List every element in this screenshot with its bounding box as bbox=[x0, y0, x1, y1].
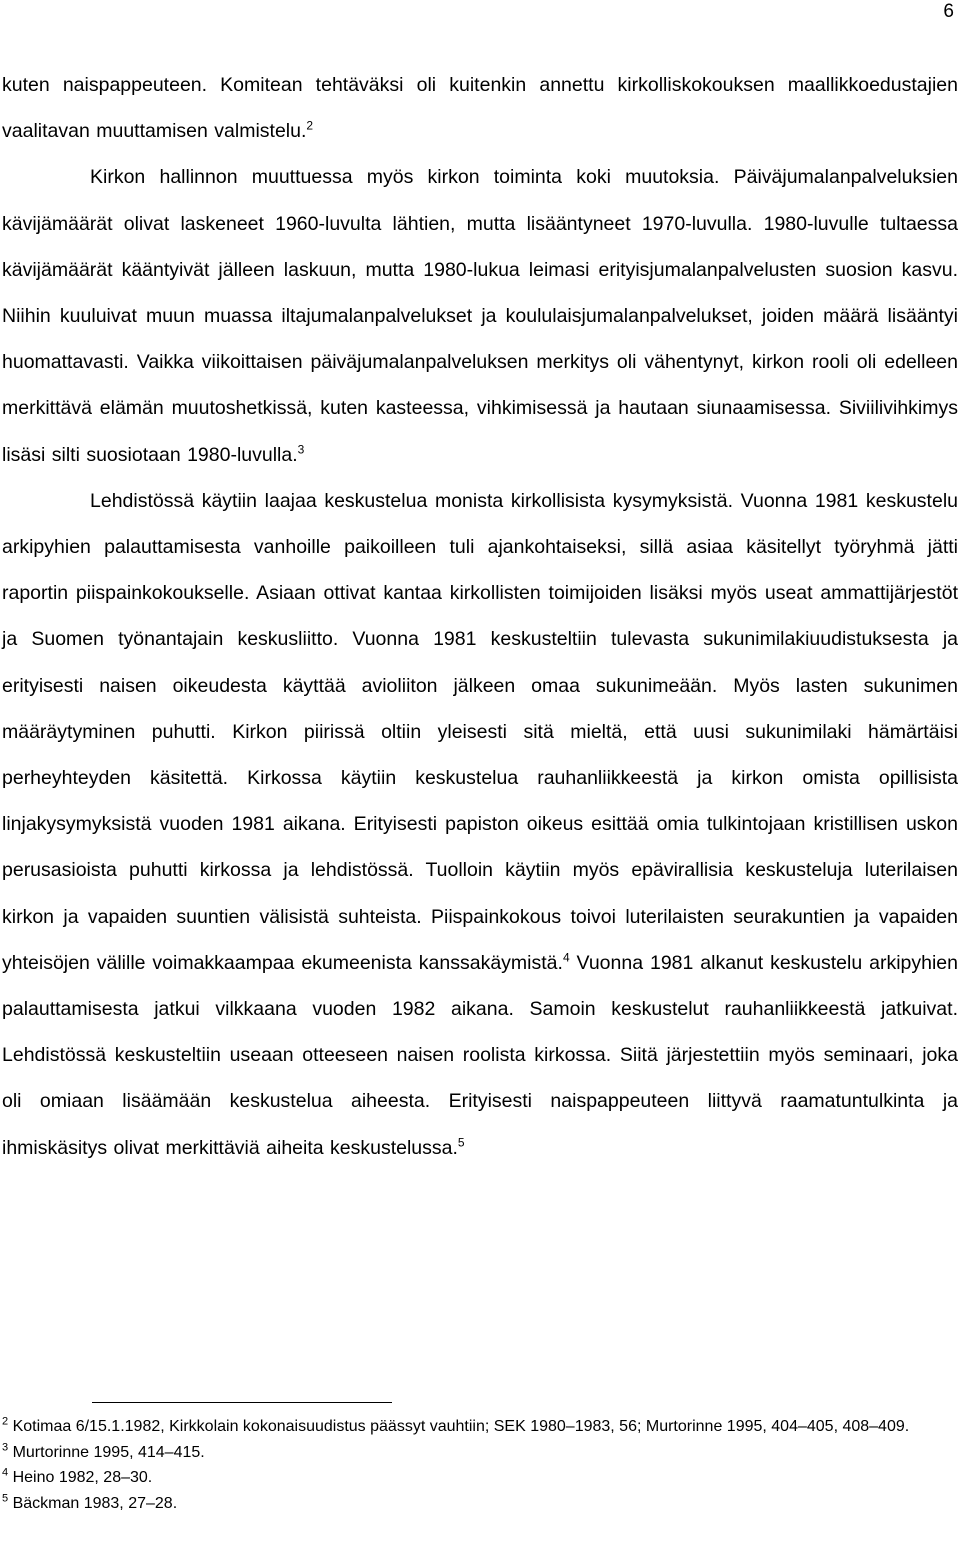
paragraph-text: Kirkon hallinnon muuttuessa myös kirkon toiminta koki muutoksia. Päiväjumalanpalveluksien kävijämäärät olivat laskeneet 1960-luvulta lähtien, mutta lisääntyneet 1970-luvulla. 1980-luvulle tultaessa kävijämäärät kääntyivät jälleen laskuun, mutta 1980-lukua leimasi erityisjumalanpalvelusten suosion kasvu. Niihin kuuluivat muun muassa iltajumalanpalvelukset ja koululaisjumalanpalvelukset, joiden määrä lisääntyi huomattavasti. Vaikka viikoittaisen päiväjumalanpalveluksen merkitys oli vähentynyt, kirkon rooli oli edelleen merkittävä elämän muutoshetkissä, kuten kasteessa, vihkimisessä ja hautaan siunaamisessa. Siviilivihkimys lisäsi silti suosiotaan 1980-luvulla. bbox=[2, 166, 958, 466]
footnote-text: Kotimaa 6/15.1.1982, Kirkkolain kokonaisuudistus päässyt vauhtiin; SEK 1980–1983, 56; Murtorinne 1995, 404–405, 408–409. bbox=[8, 1418, 910, 1435]
paragraph bbox=[2, 154, 958, 477]
footnote-reference: 4 bbox=[562, 950, 570, 965]
paragraph-text: Lehdistössä käytiin laajaa keskustelua monista kirkollisista kysymyksistä. Vuonna 1981 keskustelu arkipyhien palauttamisesta vanhoille paikoilleen tuli ajankohtaiseksi, sillä asiaa käsitellyt työryhmä jätti raportin piispainkokoukselle. Asiaan ottivat kantaa kirkollisten toimijoiden lisäksi myös useat ammattijärjestöt ja Suomen työnantajain keskusliitto. Vuonna 1981 keskusteltiin tulevasta sukunimilakiuudistuksesta ja erityisesti naisen oikeudesta käyttää avioliiton jälkeen omaa sukunimeään. Myös lasten sukunimen määräytyminen puhutti. Kirkon piirissä oltiin yleisesti sitä mieltä, että uusi sukunimilaki hämärtäisi perheyhteyden käsitettä. Kirkossa käytiin keskustelua rauhanliikkeestä ja kirkon omista opillisista linjakysymyksistä vuoden 1981 aikana. Erityisesti papiston oikeus esittää omia tulkintojaan kristillisen uskon perusasioista puhutti kirkossa ja lehdistössä. Tuolloin käytiin myös epävirallisia keskusteluja luterilaisen kirkon ja vapaiden suuntien välisistä suhteista. Piispainkokous toivoi luterilaisten seurakuntien ja vapaiden yhteisöjen välille voimakkaampaa ekumeenista kanssakäymistä. bbox=[2, 489, 958, 974]
footnote bbox=[2, 1414, 958, 1440]
footnote-number: 3 bbox=[2, 1441, 9, 1454]
footnote bbox=[2, 1440, 958, 1466]
footnote-reference: 3 bbox=[297, 442, 305, 457]
footnote-separator bbox=[92, 1402, 392, 1403]
footnote-number: 2 bbox=[2, 1415, 9, 1428]
footnote-number: 5 bbox=[2, 1492, 9, 1505]
footnote-reference: 5 bbox=[457, 1135, 465, 1150]
footnote-text: Heino 1982, 28–30. bbox=[8, 1469, 153, 1486]
paragraph-text: Vuonna 1981 alkanut keskustelu arkipyhien palauttamisesta jatkui vilkkaana vuoden 1982 aikana. Samoin keskustelut rauhanliikkeestä jatkuivat. Lehdistössä keskusteltiin useaan otteeseen naisen roolista kirkossa. Siitä järjestettiin myös seminaari, joka oli omiaan lisäämään keskustelua aiheesta. Erityisesti naispappeuteen liittyvä raamatuntulkinta ja ihmiskäsitys olivat merkittäviä aiheita keskustelussa. bbox=[2, 951, 958, 1159]
paragraph bbox=[2, 478, 958, 1171]
paragraph bbox=[2, 62, 958, 154]
footnote-number: 4 bbox=[2, 1466, 9, 1479]
footnote-reference: 2 bbox=[306, 118, 314, 133]
footnote bbox=[2, 1491, 958, 1517]
footnote-text: Murtorinne 1995, 414–415. bbox=[8, 1443, 205, 1461]
paragraph-text: kuten naispappeuteen. Komitean tehtäväksi oli kuitenkin annettu kirkolliskokouksen maallikkoedustajien vaalitavan muuttamisen valmistelu. bbox=[2, 74, 958, 143]
body-text bbox=[2, 62, 958, 1171]
footnotes bbox=[2, 1414, 958, 1516]
page-number: 6 bbox=[943, 1, 954, 22]
footnote bbox=[2, 1465, 958, 1491]
footnote-text: Bäckman 1983, 27–28. bbox=[8, 1494, 178, 1512]
